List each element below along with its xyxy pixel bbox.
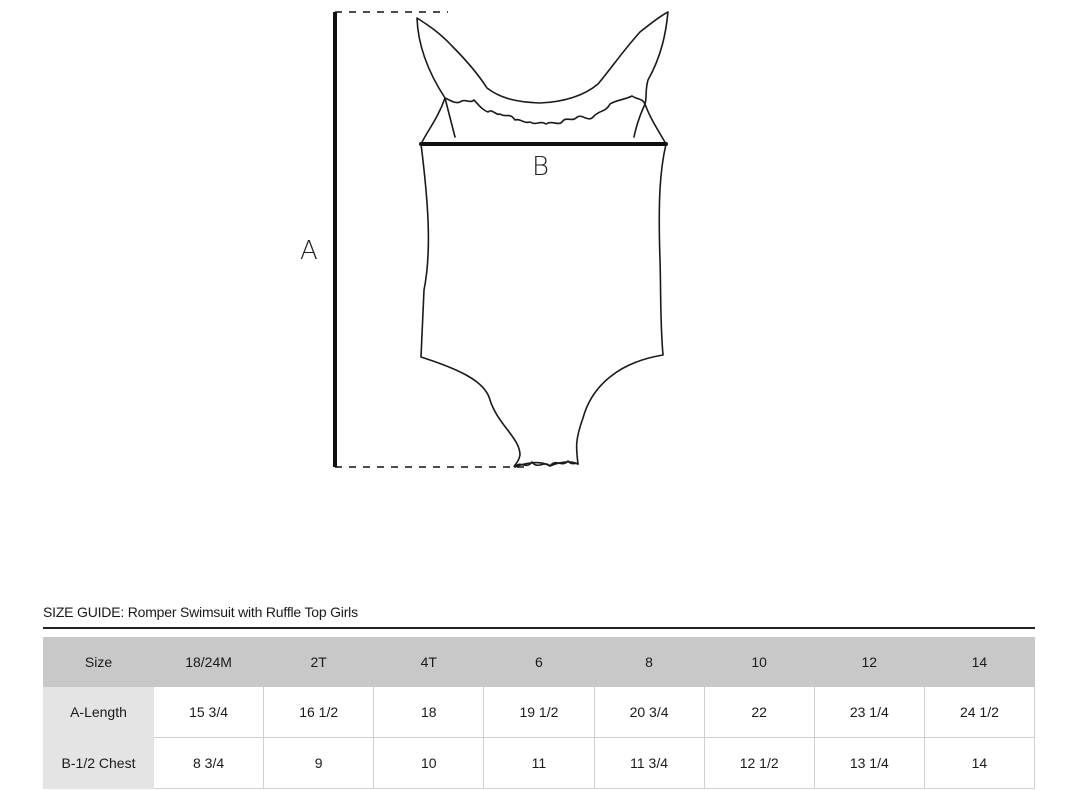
table-cell: 10 — [374, 738, 484, 789]
title-divider — [43, 627, 1035, 629]
header-cell: 6 — [484, 638, 594, 687]
table-cell: 20 3/4 — [594, 687, 704, 738]
header-cell: 12 — [814, 638, 924, 687]
table-cell: 11 3/4 — [594, 738, 704, 789]
table-cell: 15 3/4 — [154, 687, 264, 738]
header-cell: 4T — [374, 638, 484, 687]
header-cell: 10 — [704, 638, 814, 687]
table-cell: 23 1/4 — [814, 687, 924, 738]
table-cell: 9 — [264, 738, 374, 789]
table-cell: 24 1/2 — [924, 687, 1034, 738]
table-cell: 11 — [484, 738, 594, 789]
header-cell: Size — [44, 638, 154, 687]
size-guide-title: SIZE GUIDE: Romper Swimsuit with Ruffle Top Girls — [43, 604, 358, 620]
table-cell: 22 — [704, 687, 814, 738]
header-cell: 14 — [924, 638, 1034, 687]
table-row — [44, 687, 1035, 738]
table-cell: 16 1/2 — [264, 687, 374, 738]
size-table — [43, 637, 1035, 789]
row-header: B-1/2 Chest — [44, 738, 154, 789]
table-header-row — [44, 638, 1035, 687]
swimsuit-outline — [417, 12, 668, 467]
table-cell: 19 1/2 — [484, 687, 594, 738]
table-row — [44, 738, 1035, 789]
header-cell: 2T — [264, 638, 374, 687]
table-cell: 13 1/4 — [814, 738, 924, 789]
header-cell: 8 — [594, 638, 704, 687]
length-label: A — [300, 236, 318, 266]
table-cell: 14 — [924, 738, 1034, 789]
table-cell: 12 1/2 — [704, 738, 814, 789]
row-header: A-Length — [44, 687, 154, 738]
chest-label: B — [532, 152, 550, 182]
header-cell: 18/24M — [154, 638, 264, 687]
table-cell: 18 — [374, 687, 484, 738]
table-cell: 8 3/4 — [154, 738, 264, 789]
